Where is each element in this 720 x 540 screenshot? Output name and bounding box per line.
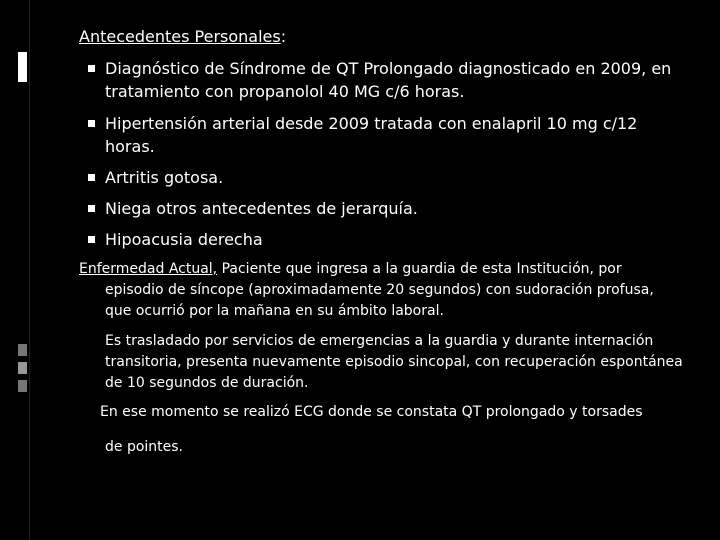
list-item <box>88 57 688 103</box>
list-item <box>88 112 688 158</box>
square-bullet-icon <box>88 174 95 181</box>
list-item-text: Artritis gotosa. <box>105 168 224 187</box>
traslado-paragraph: Es trasladado por servicios de emergencias a la guardia y durante internación transitoria, presenta nuevamente episodio sincopal, con recuperación espontánea de 10 segundos de duración. <box>105 333 683 391</box>
square-bullet-icon <box>88 65 95 72</box>
list-item-text: Niega otros antecedentes de jerarquía. <box>105 199 418 218</box>
square-bullet-icon <box>88 236 95 243</box>
decor-block-gray-3 <box>18 380 27 392</box>
list-item <box>88 228 688 251</box>
heading-colon: : <box>280 27 287 46</box>
enfermedad-label: Enfermedad Actual, <box>79 261 218 277</box>
enfermedad-line1: Paciente que ingresa a la guardia de esta Institución, por <box>217 261 622 277</box>
enfermedad-actual-paragraph <box>79 259 679 322</box>
list-item <box>88 166 688 189</box>
decor-block-white <box>18 52 27 82</box>
ecg-paragraph-end: de pointes. <box>105 439 184 455</box>
list-item-text: Diagnóstico de Síndrome de QT Prolongado diagnosticado en 2009, en tratamiento con propanolol 40 MG c/6 horas. <box>105 59 672 101</box>
heading-label: Antecedentes Personales <box>79 27 281 46</box>
decor-block-gray-1 <box>18 344 27 356</box>
section-heading <box>79 26 286 48</box>
decor-block-gray-2 <box>18 362 27 374</box>
list-item-text: Hipertensión arterial desde 2009 tratada con enalapril 10 mg c/12 horas. <box>105 114 638 156</box>
list-item <box>88 197 688 220</box>
ecg-paragraph: En ese momento se realizó ECG donde se constata QT prolongado y torsades <box>100 404 643 420</box>
enfermedad-line-rest: episodio de síncope (aproximadamente 20 segundos) con sudoración profusa, que ocurrió por la mañana en su ámbito laboral. <box>105 282 654 319</box>
list-item-text: Hipoacusia derecha <box>105 230 263 249</box>
slide-side-rule <box>29 0 30 540</box>
enfermedad-first-line <box>79 259 679 280</box>
square-bullet-icon <box>88 205 95 212</box>
square-bullet-icon <box>88 120 95 127</box>
